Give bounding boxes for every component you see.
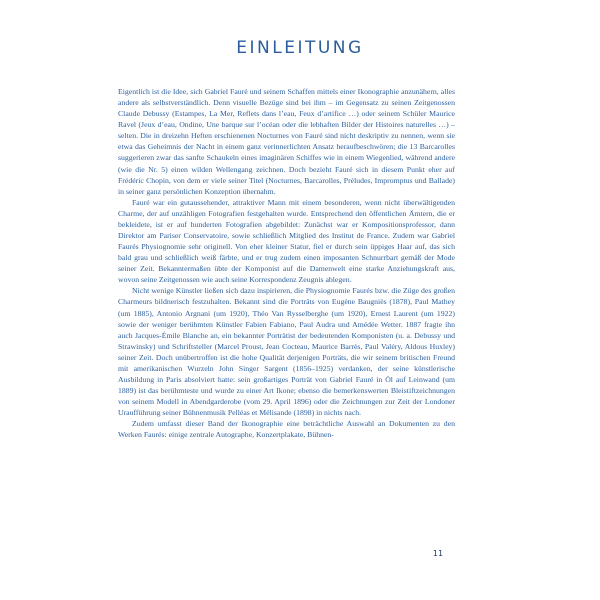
paragraph: Nicht wenige Künstler ließen sich dazu inspirieren, die Physiognomie Faurés bzw. die Züge des großen Charmeurs bildnerisch festzuhalten. Bekannt sind die Porträts von Eugène Baugniès (1878), Paul Mathey (um 1885), Antonio Argnani (um 1920), Théo Van Rysselberghe (um 1920), Ernest Laurent (um 1922) sowie der weniger berühmten Künstler Fabien Fabiano, Paul Audra und Amédée Wetter. 1887 fragte ihn auch Jacques-Émile Blanche an, ein bekannter Porträtist der bedeutenden Komponisten (u. a. Debussy und Strawinsky) und Schriftsteller (Marcel Proust, Jean Cocteau, Maurice Barrès, Paul Valéry, Aldous Huxley) seiner Zeit. Doch unübertroffen ist die hohe Qualität derjenigen Porträts, die wir seinem britischen Freund mit amerikanischen Wurzeln John Singer Sargent (1856–1925) verdanken, der seine künstlerische Ausbildung in Paris absolviert hatte: sein großartiges Porträt von Gabriel Fauré in Öl auf Leinwand (um 1889) ist das berühmteste und wurde zu einer Art Ikone; ebenso die bemerkenswerten Bleistiftzeichnungen von seinem Modell in Abendgarderobe (vom 29. April 1896) oder die Zeichnungen zur Zeit der Londoner Uraufführung seiner Bühnenmusik Pelléas et Mélisande (1898) in nichts nach. [118,286,455,418]
paragraph: Fauré war ein gutaussehender, attraktiver Mann mit einem besonderen, wenn nicht überwältigenden Charme, der auf unzähligen Fotografien festgehalten wurde. Entsprechend den öffentlichen Ämtern, die er bekleidete, ist er auf hunderten Fotografien abgebildet: Zunächst war er Kompositionsprofessor, dann Direktor am Pariser Conservatoire, sowie schließlich Mitglied des Institut de France. Zudem war Gabriel Faurés Physiognomie sehr originell. Von eher kleiner Statur, fiel er durch sein üppiges Haar auf, das sich bald grau und schließlich weiß färbte, und er trug zudem einen imposanten Schnurrbart gemäß der Mode seiner Zeit. Bekanntermaßen übte der Komponist auf die Damenwelt eine starke Anziehungskraft aus, wovon seine Zeitgenossen wie auch seine Korrespondenz Zeugnis ablegen. [118,197,455,285]
page-number: 11 [432,549,444,558]
chapter-title: EINLEITUNG [236,38,364,58]
body-text [118,86,455,441]
paragraph: Eigentlich ist die Idee, sich Gabriel Fauré und seinem Schaffen mittels einer Ikonographie anzunähern, alles andere als selbstverständlich. Denn visuelle Bezüge sind bei ihm – im Gegensatz zu seinen Zeitgenossen Claude Debussy (Estampes, La Mer, Reflets dans l’eau, Feux d’artifice …) oder seinem Schüler Maurice Ravel (Jeux d’eau, Ondine, Une barque sur l’océan oder die lebhaften Bilder der Histoires naturelles …) – selten. Die in dreizehn Heften erschienenen Nocturnes von Fauré sind nicht deskriptiv zu nennen, wenn sie etwa das Geheimnis der Nacht in einem ganz verinnerlichten Ansatz heraufbeschwören; die 13 Barcarolles suggerieren zwar das sanfte Schaukeln eines imaginären Schiffes wie in einem Wiegenlied, während andere (wie die Nr. 5) einen wilden Wellengang zeichnen. Doch bezieht Fauré sich in diesem Punkt eher auf Frédéric Chopin, von dem er viele seiner Titel (Nocturnes, Barcarolles, Préludes, Impromptus und Ballade) in seiner ganz persönlichen Konzeption übernahm. [118,87,455,196]
paragraph: Zudem umfasst dieser Band der Ikonographie eine beträchtliche Auswahl an Dokumenten zu den Werken Faurés: einige zentrale Autographe, Konzertplakate, Bühnen- [118,419,455,440]
